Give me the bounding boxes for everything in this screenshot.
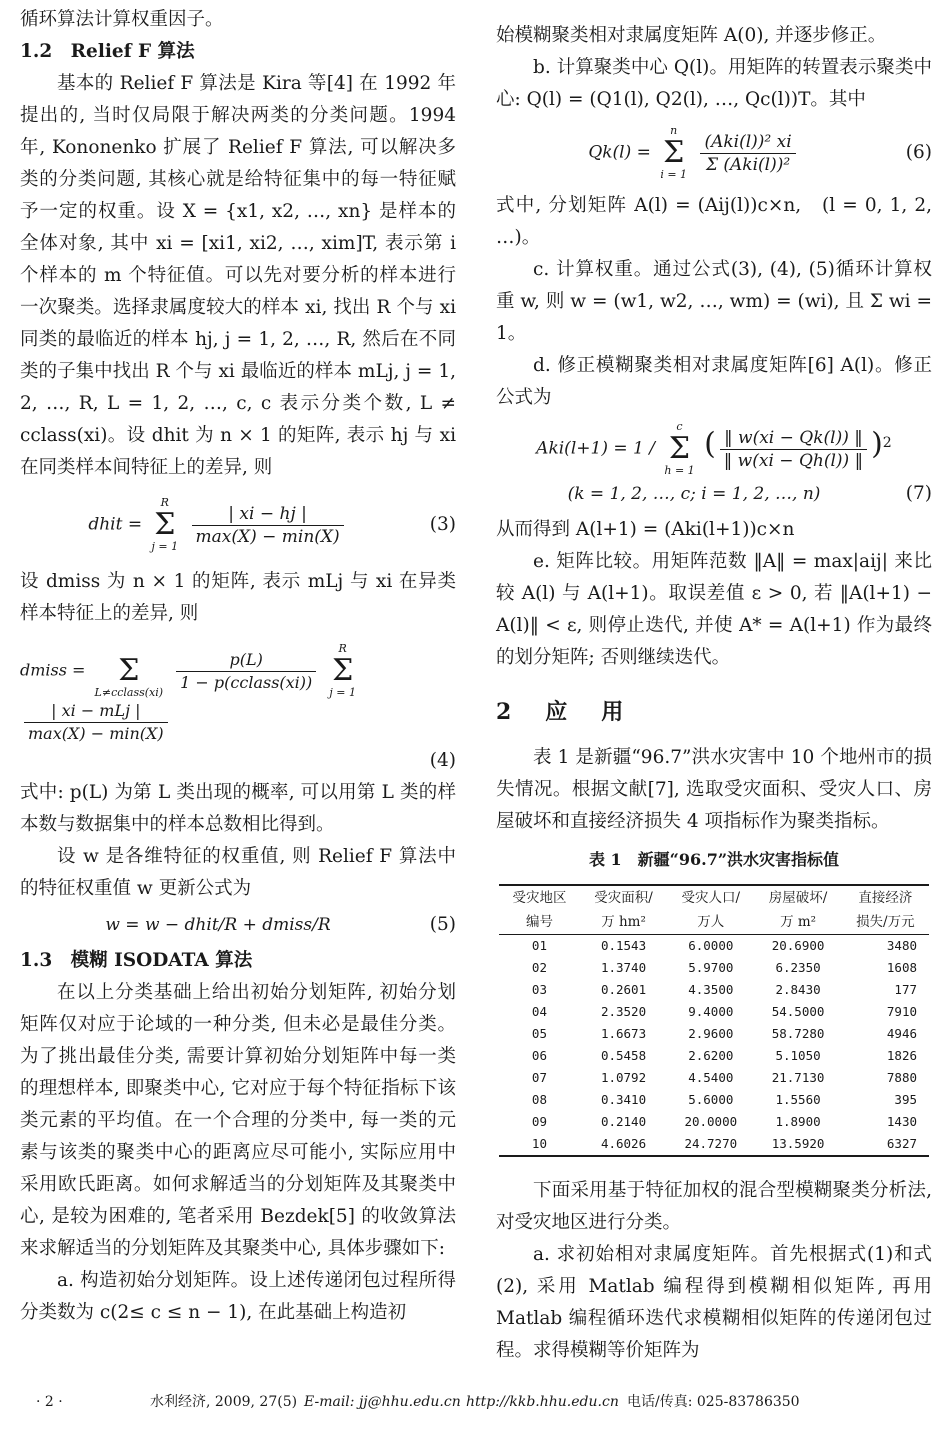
table-row [499, 957, 929, 979]
table-row [499, 1023, 929, 1045]
table-cell: 0.2140 [600, 1114, 647, 1129]
table-cell: 2.6200 [688, 1048, 734, 1063]
eq6-fraction [700, 131, 795, 176]
footer-email: E-mail: jj@hhu.edu.cn [304, 1394, 461, 1410]
eq6-sum-lower: i = 1 [660, 168, 688, 181]
eq4-sum-1 [95, 642, 164, 700]
eq4-f1-numerator: p(L) [176, 649, 316, 672]
sigma-symbol: Σ [663, 135, 685, 170]
table-cell: 10 [499, 1133, 580, 1156]
eq3-sum-lower: j = 1 [151, 540, 179, 553]
table-header-cell: 受灾地区 [499, 885, 580, 910]
section-heading-1-3: 1.3 模糊 ISODATA 算法 [20, 950, 253, 971]
paragraph: 设 w 是各维特征的权重值, 则 Relief F 算法中的特征权重值 w 更新公式为 [20, 846, 456, 899]
eq4-fraction-2 [24, 700, 168, 745]
eq7-power: 2 [882, 434, 892, 451]
eq4-f1-denominator: 1 − p(cclass(xi)) [180, 672, 313, 692]
table-cell: 4946 [886, 1026, 917, 1041]
table-cell: 05 [531, 1026, 547, 1041]
table-cell: 1608 [886, 960, 917, 975]
eq6-sum-upper: n [670, 124, 678, 137]
sigma-symbol: Σ [668, 431, 691, 466]
table-cell: 54.5000 [771, 1004, 825, 1019]
eq7-numerator: ‖ w(xi − Qk(l)) ‖ [720, 427, 867, 450]
equation-5 [20, 909, 456, 941]
equation-3 [20, 496, 456, 554]
table-header-cell: 直接经济 [842, 885, 929, 910]
table-cell: 395 [894, 1092, 917, 1107]
paragraph: 式中: p(L) 为第 L 类出现的概率, 可以用第 L 类的样本数与数据集中的样本总数相比得到。 [20, 782, 456, 835]
equation-number: (6) [905, 142, 932, 163]
paragraph: a. 构造初始分划矩阵。设上述传递闭包过程所得分类数为 c(2≤ c ≤ n − 1), 在此基础上构造初 [20, 1270, 456, 1323]
table-header-row [499, 885, 929, 910]
table-cell: 5.9700 [688, 960, 734, 975]
table-cell: 01 [531, 938, 547, 953]
table-header-cell: 编号 [499, 910, 580, 935]
table-cell: 02 [531, 960, 547, 975]
table-header-cell: 万人 [667, 910, 754, 935]
eq6-sum [660, 124, 687, 182]
table-cell: 58.7280 [771, 1026, 825, 1041]
paragraph: c. 计算权重。通过公式(3), (4), (5)循环计算权重 w, 则 w = (w1, w2, …, wm) = (wi), 且 Σ wi = 1。 [496, 259, 932, 344]
sigma-symbol: Σ [118, 653, 140, 688]
eq4-f2-numerator: | xi − mLj | [24, 700, 168, 723]
paragraph: 基本的 Relief F 算法是 Kira 等[4] 在 1992 年提出的, 当时仅局限于解决两类的分类问题。1994 年, Kononenko 扩展了 Relief F 算法, 可以解决多类的分类问题, 其核心就是给特征集中的每一特征赋予一定的权重。设 X = {x1, x2, …, xn} 是样本的全体对象, 其中 xi = [xi1, xi2, …, xim]T, 表示第 i 个样本的 m 个特征值。可以先对要分析的样本进行一次聚类。选择隶属度较大的样本 xi, 找出 R 个与 xi 同类的最临近的样本 hj, j = 1, 2, …, R, 然后在不同类的子集中找出 R 个与 xi 最临近的样本 mLj, j = 1, 2, …, R, L = 1, 2, …, c, c 表示分类个数, L ≠ cclass(xi)。设 dhit 为 n × 1 的矩阵, 表示 hj 与 xi 在同类样本间特征上的差异, 则 [20, 73, 456, 478]
table-cell: 5.6000 [688, 1092, 734, 1107]
table-cell: 0.1543 [600, 938, 647, 953]
paragraph: b. 计算聚类中心 Q(l)。用矩阵的转置表示聚类中心: Q(l) = (Q1(l), Q2(l), …, Qc(l))T。其中 [496, 57, 932, 110]
table-header-cell: 受灾人口/ [667, 885, 754, 910]
eq4-sum2-upper: R [338, 642, 347, 655]
eq7-sum-lower: h = 1 [664, 464, 695, 477]
paragraph: a. 求初始相对隶属度矩阵。首先根据式(1)和式(2), 采用 Matlab 编程得到模糊相似矩阵, 再用 Matlab 编程循环迭代求模糊相似矩阵的传递闭包过程。求得模糊等价矩阵为 [496, 1244, 932, 1361]
table-row [499, 1001, 929, 1023]
equation-number: (7) [905, 483, 932, 504]
eq4-f2-denominator: max(X) − min(X) [28, 724, 164, 743]
table-cell: 6327 [842, 1133, 929, 1156]
table-cell: 4.6026 [580, 1133, 667, 1156]
paragraph: d. 修正模糊聚类相对隶属度矩阵[6] A(l)。修正公式为 [496, 355, 932, 408]
table-cell: 1.3740 [600, 960, 647, 975]
table-cell: 6.2350 [775, 960, 821, 975]
table-header-cell: 房屋破坏/ [754, 885, 841, 910]
table-title: 表 1 新疆“96.7”洪水灾害指标值 [588, 850, 840, 869]
table-row [499, 1045, 929, 1067]
table-cell: 7910 [886, 1004, 917, 1019]
sigma-symbol: Σ [154, 507, 176, 542]
paragraph: 从而得到 A(l+1) = (Aki(l+1))c×n [496, 519, 795, 540]
journal-info: 水利经济, 2009, 27(5) [150, 1394, 298, 1410]
table-cell: 24.7270 [667, 1133, 754, 1156]
eq3-numerator: | xi − hj | [192, 503, 344, 526]
eq3-lhs: dhit = [88, 514, 143, 535]
footer-url: http://kkb.hhu.edu.cn [466, 1394, 619, 1410]
eq7-sum-upper: c [676, 420, 683, 433]
paragraph: e. 矩阵比较。用矩阵范数 ‖A‖ = max|aij| 来比较 A(l) 与 A(l+1)。取误差值 ε > 0, 若 ‖A(l+1) − A(l)‖ < ε, 则停止迭代, 并使 A* = A(l+1) 作为最终的划分矩阵; 否则继续迭代。 [496, 551, 932, 668]
table-cell: 13.5920 [754, 1133, 841, 1156]
left-column [20, 0, 456, 1329]
eq7-sum [664, 420, 694, 478]
eq7-denominator: ‖ w(xi − Qh(l)) ‖ [723, 450, 864, 471]
table-cell: 5.1050 [775, 1048, 821, 1063]
table-cell: 20.6900 [771, 938, 825, 953]
eq3-sum-upper: R [160, 496, 169, 509]
table-cell: 9.4000 [688, 1004, 734, 1019]
eq7-fraction [720, 427, 867, 472]
table-header-cell: 损失/万元 [842, 910, 929, 935]
equation-7-condition [496, 478, 932, 510]
table-cell: 6.0000 [688, 938, 734, 953]
eq4-sum2-lower: j = 1 [329, 686, 356, 699]
table-cell: 1.5560 [775, 1092, 821, 1107]
table-cell: 4.3500 [688, 982, 734, 997]
equation-number: (4) [429, 750, 456, 771]
right-column [496, 0, 932, 1367]
paragraph: 循环算法计算权重因子。 [20, 9, 224, 30]
table-cell: 04 [531, 1004, 547, 1019]
table-cell: 1430 [886, 1114, 917, 1129]
table-row [499, 935, 929, 958]
table-cell: 21.7130 [771, 1070, 825, 1085]
eq7-lhs: Aki(l+1) = 1 / [536, 438, 655, 459]
table-cell: 03 [531, 982, 547, 997]
page-number: · 2 · [36, 1394, 63, 1410]
table-row [499, 1089, 929, 1111]
table-cell: 2.3520 [600, 1004, 647, 1019]
table-row [499, 979, 929, 1001]
table-cell: 20.0000 [684, 1114, 738, 1129]
sigma-symbol: Σ [332, 653, 354, 688]
eq4-sum1-lower: L≠cclass(xi) [94, 686, 164, 699]
table-row [499, 1111, 929, 1133]
equation-number: (3) [429, 514, 456, 535]
table-cell: 1826 [886, 1048, 917, 1063]
eq6-lhs: Qk(l) = [588, 142, 651, 163]
equation-4 [20, 642, 456, 745]
data-table [499, 884, 929, 1157]
eq3-denominator: max(X) − min(X) [195, 526, 340, 547]
footer-phone: 电话/传真: 025-83786350 [627, 1394, 800, 1410]
eq3-fraction [192, 503, 344, 548]
table-cell: 2.9600 [688, 1026, 734, 1041]
eq7-condition: (k = 1, 2, …, c; i = 1, 2, …, n) [567, 484, 821, 504]
paragraph: 表 1 是新疆“96.7”洪水灾害中 10 个地州市的损失情况。根据文献[7], 选取受灾面积、受灾人口、房屋破坏和直接经济损失 4 项指标作为聚类指标。 [496, 747, 932, 832]
table-cell: 1.6673 [600, 1026, 647, 1041]
equation-number: (5) [429, 914, 456, 935]
paragraph: 在以上分类基础上给出初始分划矩阵, 初始分划矩阵仅对应于论域的一种分类, 但未必是最佳分类。为了挑出最佳分类, 需要计算初始分划矩阵中每一类的理想样本, 即聚类中心, 它对应于每个特征指标下该类元素的平均值。在一个合理的分类中, 每一类的元素与该类的聚类中心的距离应尽可能小, 实际应用中采用欧氏距离。如何求解适当的分划矩阵及其聚类中心, 是较为困难的, 笔者采用 Bezdek[5] 的收敛算法来求解适当的分划矩阵及其聚类中心, 具体步骤如下: [20, 982, 456, 1259]
eq4-sum-2 [329, 642, 356, 700]
table-cell: 08 [531, 1092, 547, 1107]
table-header-row [499, 910, 929, 935]
eq4-lhs: dmiss = [20, 660, 86, 680]
paragraph: 始模糊聚类相对隶属度矩阵 A(0), 并逐步修正。 [496, 25, 887, 46]
eq5-body: w = w − dhit/R + dmiss/R [105, 915, 331, 935]
table-cell: 3480 [886, 938, 917, 953]
equation-7: Aki(l+1) = 1 / c Σ h = 1 ( $\frac{‖ w(xi - Qk(l)) ‖}{‖ w(xi - Qh(l)) ‖}$ )$^2$ [536, 420, 892, 477]
eq6-numerator: (Aki(l))² xi [700, 131, 795, 154]
paragraph: 式中, 分划矩阵 A(l) = (Aij(l))c×n, (l = 0, 1, 2, …)。 [496, 195, 932, 248]
table-header-cell: 万 hm² [580, 910, 667, 935]
section-heading-1-2: 1.2 Relief F 算法 [20, 41, 195, 62]
table-cell: 09 [531, 1114, 547, 1129]
table-cell: 06 [531, 1048, 547, 1063]
table-cell: 7880 [886, 1070, 917, 1085]
table-cell: 1.8900 [775, 1114, 821, 1129]
equation-6 [496, 124, 932, 182]
table-row [499, 1133, 929, 1156]
table-cell: 177 [894, 982, 917, 997]
table-body [499, 935, 929, 1157]
section-heading-2: 2 应 用 [496, 699, 630, 725]
paragraph: 下面采用基于特征加权的混合型模糊聚类分析法, 对受灾地区进行分类。 [496, 1180, 932, 1233]
table-row [499, 1067, 929, 1089]
eq4-fraction-1 [176, 649, 316, 694]
paragraph: 设 dmiss 为 n × 1 的矩阵, 表示 mLj 与 xi 在异类样本特征上的差异, 则 [20, 571, 456, 624]
table-cell: 07 [531, 1070, 547, 1085]
table-cell: 1.0792 [600, 1070, 647, 1085]
table-header-cell: 受灾面积/ [580, 885, 667, 910]
table-cell: 0.5458 [600, 1048, 647, 1063]
table-cell: 0.2601 [600, 982, 647, 997]
table-cell: 4.5400 [688, 1070, 734, 1085]
table-cell: 0.3410 [600, 1092, 647, 1107]
eq6-denominator: Σ (Aki(l))² [705, 154, 791, 175]
eq3-sum [151, 496, 178, 554]
table-cell: 2.8430 [775, 982, 821, 997]
table-header-cell: 万 m² [754, 910, 841, 935]
